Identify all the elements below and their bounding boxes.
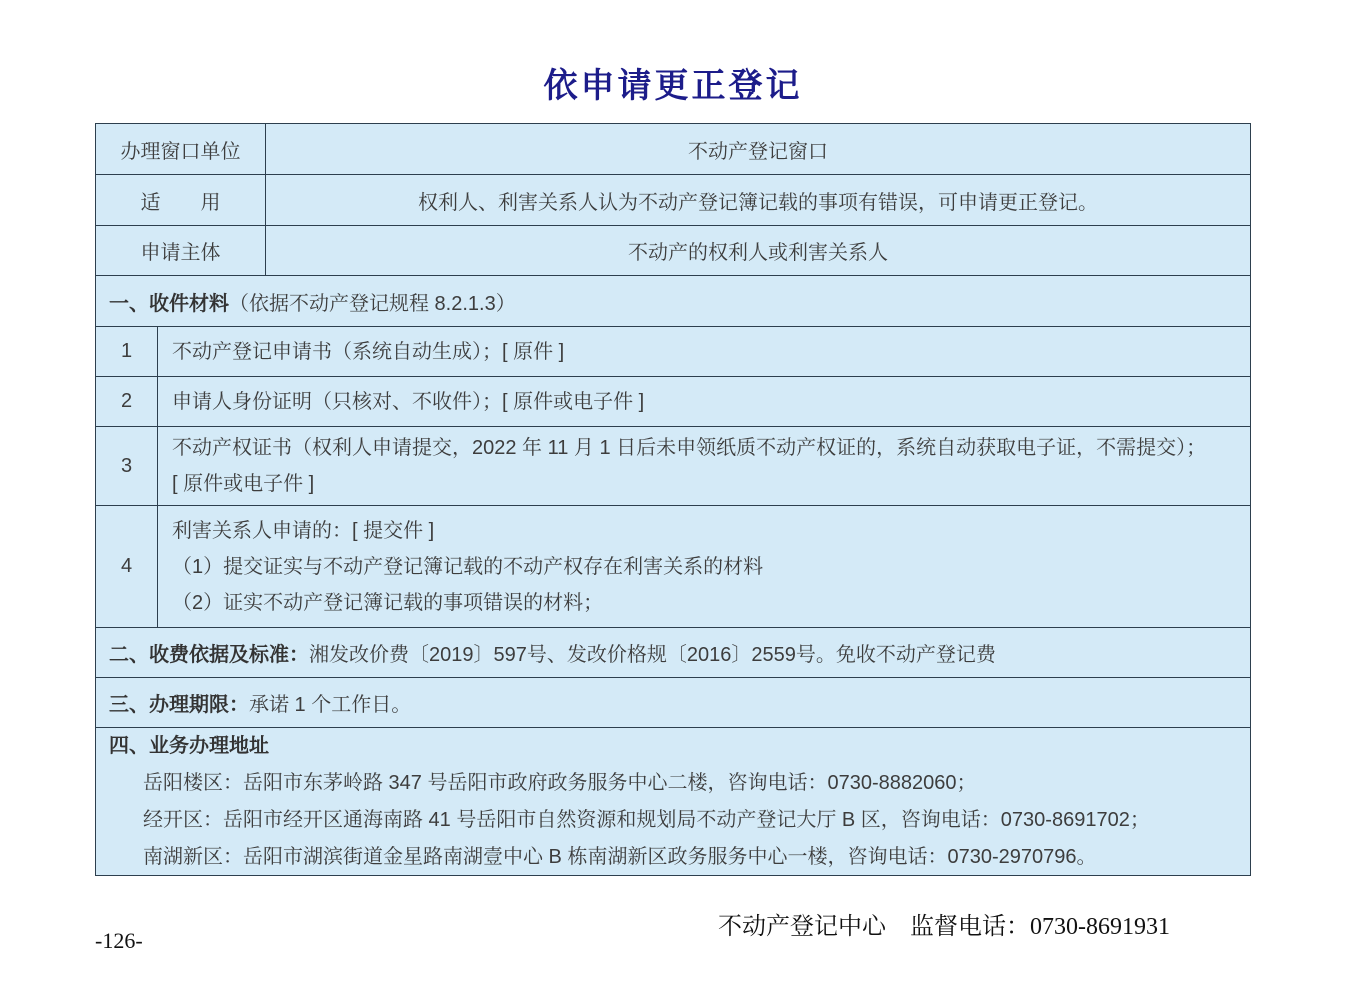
address-line: 岳阳楼区：岳阳市东茅岭路 347 号岳阳市政府政务服务中心二楼，咨询电话：0730-8882060； — [143, 771, 977, 794]
page-title: 依申请更正登记 — [543, 68, 803, 105]
footer-supervision-note: 不动产登记中心 监督电话：0730-8691931 — [718, 914, 1170, 940]
table-row-applicant — [96, 226, 1250, 276]
item-number: 4 — [96, 506, 158, 627]
section-fees — [96, 628, 1250, 678]
item-line: （2）证实不动产登记簿记载的事项错误的材料； — [172, 591, 604, 614]
section-address-text — [96, 728, 1250, 875]
section-deadline — [96, 678, 1250, 728]
section-materials-heading — [96, 276, 1250, 327]
item-line: 利害关系人申请的：[ 提交件 ] — [172, 519, 435, 542]
item-number: 1 — [96, 327, 158, 376]
section-text: 承诺 1 个工作日。 — [249, 694, 412, 716]
material-item-row — [96, 377, 1250, 427]
item-line: [ 原件或电子件 ] — [172, 473, 315, 495]
section-address — [96, 728, 1250, 875]
address-line: 南湖新区：岳阳市湖滨街道金星路南湖壹中心 B 栋南湖新区政务服务中心一楼，咨询电话：0730-2970796。 — [143, 845, 1097, 868]
section-heading-rest: （依据不动产登记规程 8.2.1.3） — [229, 292, 516, 315]
item-line: 不动产权证书（权利人申请提交，2022 年 11 月 1 日后未申领纸质不动产权证的，系统自动获取电子证，不需提交）； — [172, 437, 1207, 459]
section-fees-text — [96, 628, 1250, 677]
row-label: 申请主体 — [96, 226, 266, 275]
item-text — [158, 506, 1250, 627]
section-heading-bold: 三、办理期限： — [109, 694, 249, 716]
section-heading-bold: 二、收费依据及标准： — [109, 644, 309, 666]
section-text: 湘发改价费〔2019〕597号、发改价格规〔2016〕2559号。免收不动产登记费 — [309, 644, 996, 666]
footer-page-number: -126- — [95, 928, 143, 953]
item-line: 不动产登记申请书（系统自动生成）；[ 原件 ] — [172, 340, 565, 363]
item-text — [158, 377, 1250, 426]
row-label: 适 用 — [96, 175, 266, 225]
address-line: 经开区：岳阳市经开区通海南路 41 号岳阳市自然资源和规划局不动产登记大厅 B 区，咨询电话：0730-8691702； — [143, 808, 1150, 831]
item-text — [158, 327, 1250, 376]
section-heading-bold: 四、业务办理地址 — [109, 734, 269, 757]
material-item-row — [96, 506, 1250, 628]
item-text — [158, 427, 1250, 505]
table-row-applicability — [96, 175, 1250, 226]
row-label: 办理窗口单位 — [96, 124, 266, 174]
material-item-row — [96, 427, 1250, 506]
row-value: 不动产的权利人或利害关系人 — [628, 242, 888, 264]
section-heading-text — [96, 276, 1250, 326]
service-info-table — [95, 123, 1251, 876]
section-deadline-text — [96, 678, 1250, 727]
item-line: （1）提交证实与不动产登记簿记载的不动产权存在利害关系的材料 — [172, 555, 764, 578]
table-row-window-unit — [96, 124, 1250, 175]
material-item-row — [96, 327, 1250, 377]
item-number: 3 — [96, 427, 158, 505]
item-line: 申请人身份证明（只核对、不收件）；[ 原件或电子件 ] — [172, 390, 645, 413]
section-heading-bold: 一、收件材料 — [109, 292, 229, 315]
item-number: 2 — [96, 377, 158, 426]
row-value: 不动产登记窗口 — [688, 140, 828, 163]
row-value: 权利人、利害关系人认为不动产登记簿记载的事项有错误，可申请更正登记。 — [418, 191, 1098, 214]
